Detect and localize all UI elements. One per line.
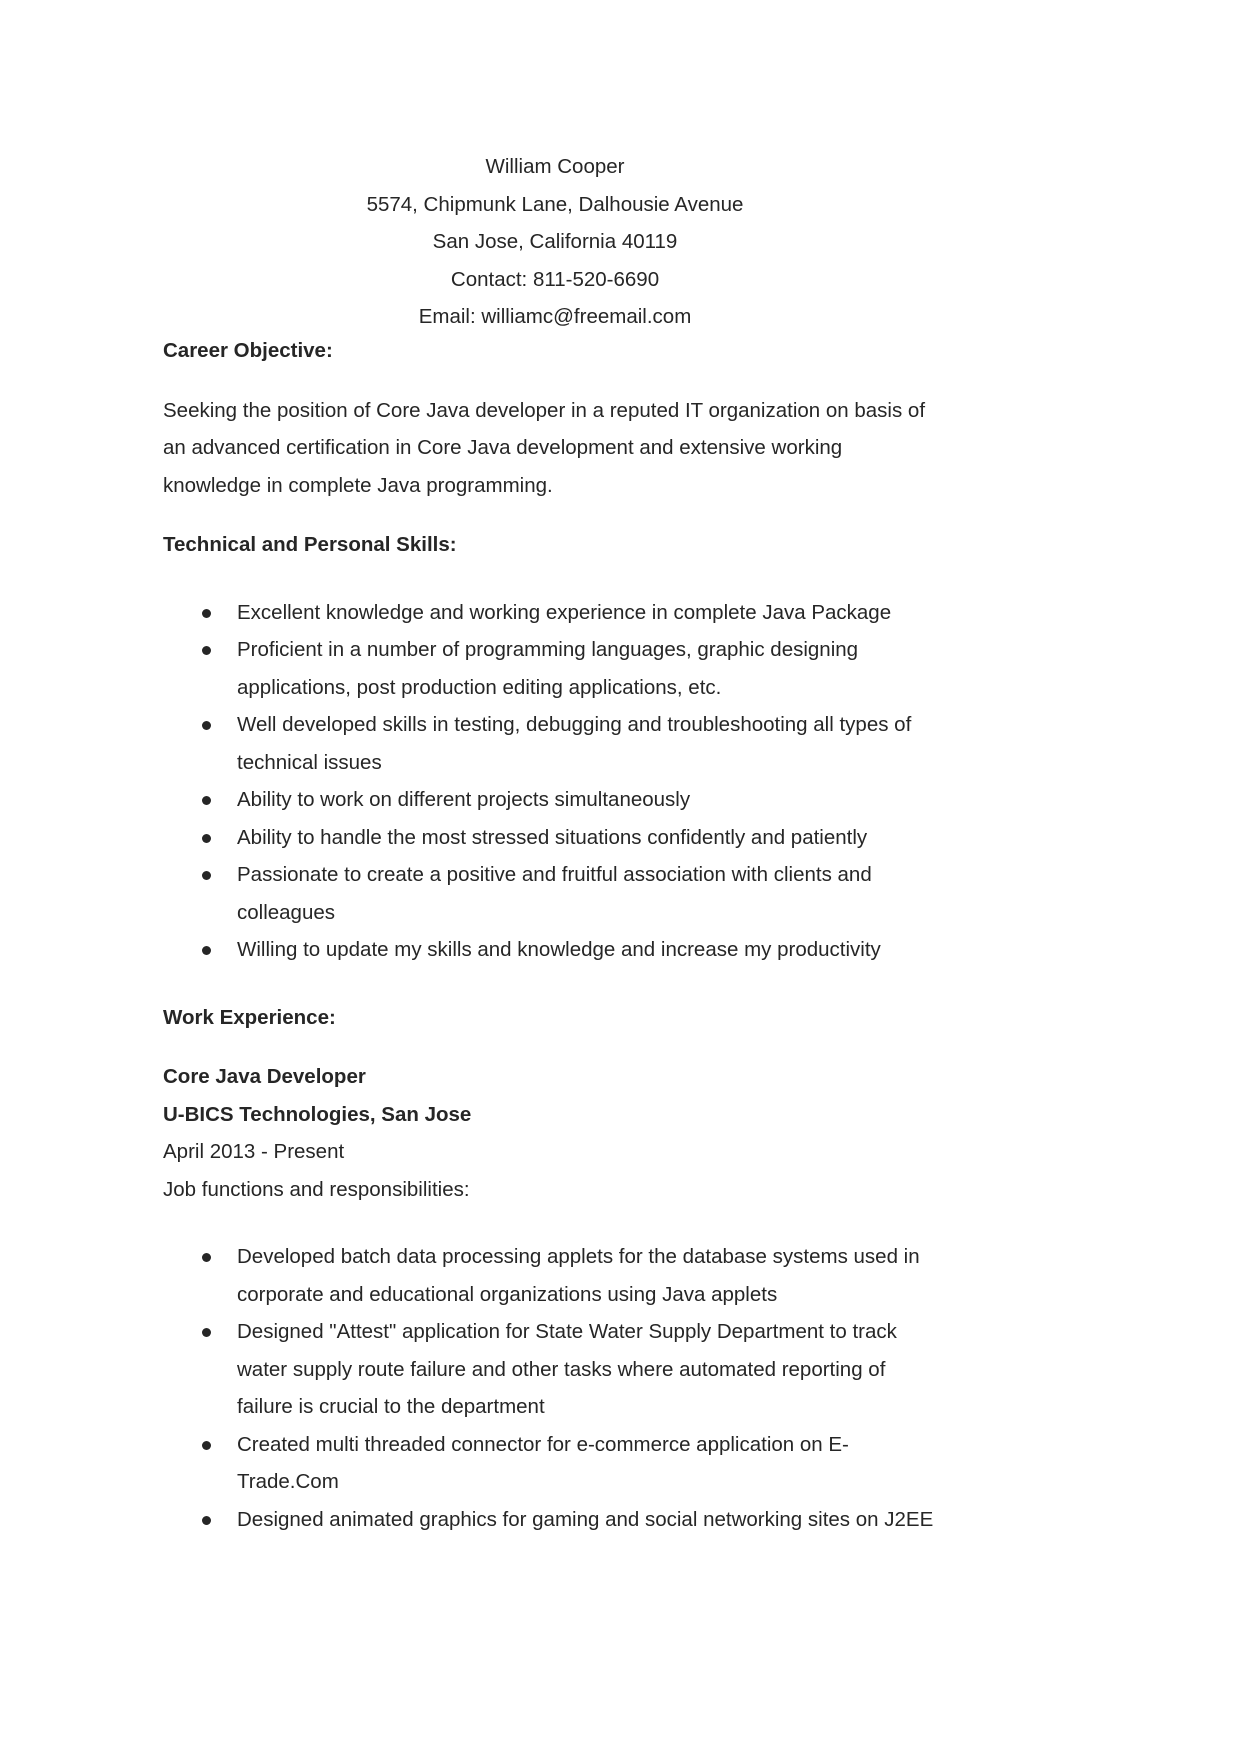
- bullet-icon: [202, 1253, 211, 1262]
- bullet-icon: [202, 796, 211, 805]
- job-title: Core Java Developer: [163, 1065, 366, 1088]
- bullet-icon: [202, 834, 211, 843]
- responsibilities-label: Job functions and responsibilities:: [163, 1177, 470, 1201]
- employment-dates: April 2013 - Present: [163, 1140, 345, 1163]
- responsibilities-list: [163, 1238, 963, 1538]
- responsibility-item: Designed animated graphics for gaming and social networking sites on J2EE: [163, 1501, 1037, 1539]
- work-experience-heading: Work Experience:: [163, 1005, 336, 1029]
- bullet-icon: [202, 1441, 211, 1450]
- responsibility-item: Designed "Attest" application for State Water Supply Department to track water supply route failure and other tasks where automated reporting of failure is crucial to the department: [163, 1313, 937, 1426]
- address-line-2: San Jose, California 40119: [432, 230, 678, 253]
- company-name: U-BICS Technologies, San Jose: [163, 1102, 472, 1126]
- bullet-icon: [202, 721, 211, 730]
- bullet-icon: [202, 871, 211, 880]
- career-objective-text: Seeking the position of Core Java developer in a reputed IT organization on basis of an advanced certification in Core Java development and extensive working knowledge in complete Java programming.: [163, 398, 926, 497]
- responsibility-item: Developed batch data processing applets for the database systems used in corporate and educational organizations using Java applets: [163, 1238, 967, 1313]
- skill-item: Proficient in a number of programming languages, graphic designing applications, post production editing applications, etc.: [163, 631, 897, 706]
- bullet-icon: [202, 946, 211, 955]
- skills-heading: Technical and Personal Skills:: [163, 533, 457, 556]
- address-line-1: 5574, Chipmunk Lane, Dalhousie Avenue: [366, 192, 744, 216]
- skill-item: Excellent knowledge and working experience in complete Java Package: [163, 594, 997, 632]
- bullet-icon: [202, 609, 211, 618]
- contact-phone: Contact: 811-520-6690: [450, 267, 660, 291]
- skill-item: Willing to update my skills and knowledge and increase my productivity: [163, 931, 997, 969]
- bullet-icon: [202, 646, 211, 655]
- skills-list: [163, 594, 963, 969]
- bullet-icon: [202, 1516, 211, 1525]
- skill-item: Ability to work on different projects simultaneously: [163, 781, 997, 819]
- resume-body: [163, 332, 963, 1538]
- candidate-name: William Cooper: [485, 155, 625, 178]
- contact-header: [0, 148, 1110, 336]
- career-objective-heading: Career Objective:: [163, 339, 333, 362]
- contact-email: Email: williamc@freemail.com: [418, 305, 692, 328]
- responsibility-item: Created multi threaded connector for e-commerce application on E-Trade.Com: [163, 1426, 877, 1501]
- bullet-icon: [202, 1328, 211, 1337]
- skill-item: Well developed skills in testing, debugging and troubleshooting all types of technical issues: [163, 706, 957, 781]
- skill-item: Ability to handle the most stressed situations confidently and patiently: [163, 819, 997, 857]
- skill-item: Passionate to create a positive and fruitful association with clients and colleagues: [163, 856, 927, 931]
